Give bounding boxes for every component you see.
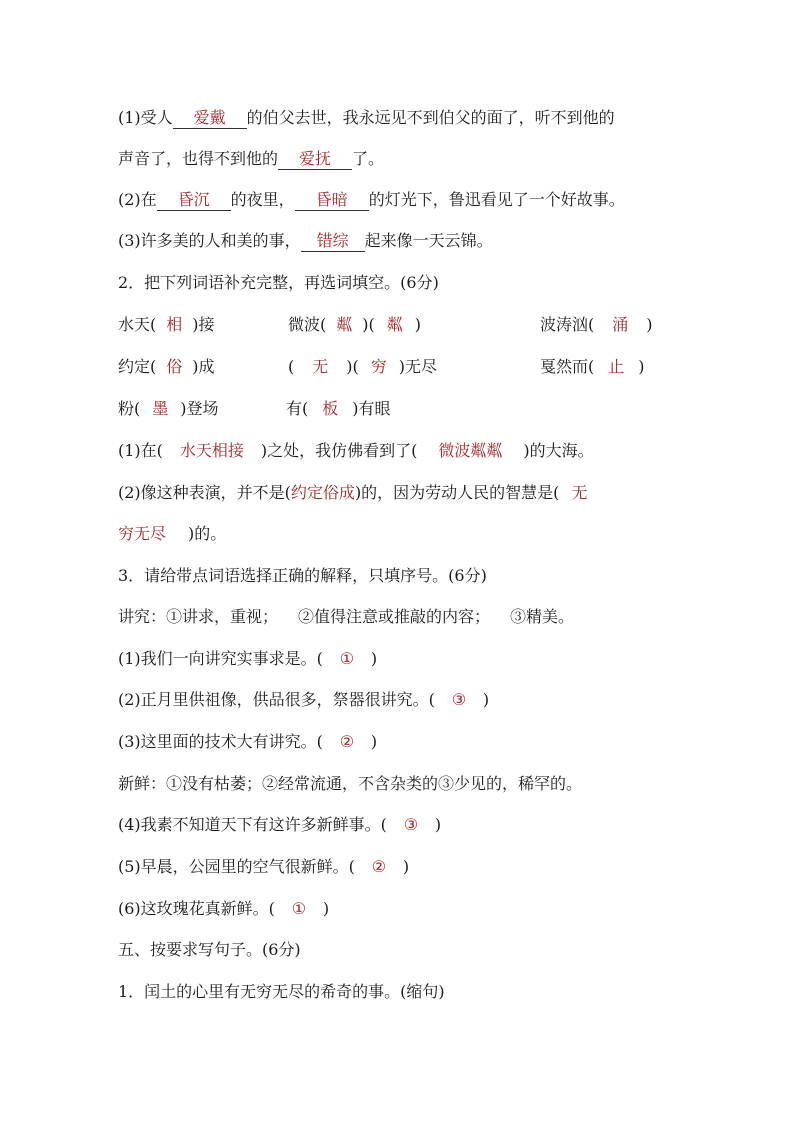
answer-blank: 昏暗 — [295, 190, 369, 211]
answer-blank: 爱戴 — [173, 108, 247, 129]
text: (3)这里面的技术大有讲究。( — [118, 732, 323, 751]
fill-answer: 无 — [571, 483, 588, 502]
s2-row-1 — [118, 314, 653, 336]
fill-answer: 穷无尽 — [118, 524, 167, 543]
text: )登场 — [180, 399, 219, 418]
s2-row-3 — [118, 398, 391, 420]
text: ) — [638, 357, 645, 376]
text: 的伯父去世，我永远见不到伯父的面了，听不到他的 — [246, 108, 615, 127]
fill-answer: ② — [339, 732, 355, 751]
text: (2)像这种表演，并不是( — [118, 483, 291, 502]
s1-line-2 — [118, 148, 384, 170]
fill-answer: 无 — [312, 357, 329, 376]
text: ) — [646, 315, 653, 334]
text: )( — [362, 315, 375, 334]
text: (2)在 — [118, 190, 157, 209]
s3-question-1 — [118, 648, 377, 670]
s3-definition-2: 新鲜：①没有枯萎；②经常流通，不含杂类的③少见的，稀罕的。 — [118, 774, 583, 793]
fill-answer: 墨 — [152, 399, 169, 418]
text: (5)早晨，公园里的空气很新鲜。( — [118, 857, 355, 876]
text: 约定( — [118, 357, 157, 376]
fill-answer: ① — [339, 649, 355, 668]
text: 粉( — [118, 399, 141, 418]
answer-blank: 爱抚 — [278, 149, 352, 170]
text: (6)这玫瑰花真新鲜。( — [118, 899, 275, 918]
fill-answer: 粼 — [386, 315, 403, 334]
text: ) — [402, 857, 410, 876]
text: 了。 — [352, 149, 385, 168]
s3-question-6 — [118, 898, 329, 920]
s2-row-2 — [118, 356, 645, 378]
fill-answer: ② — [371, 857, 387, 876]
fill-answer: 涌 — [612, 315, 629, 334]
text: 的灯光下，鲁迅看见了一个好故事。 — [368, 190, 625, 209]
text: )的，因为劳动人民的智慧是( — [354, 483, 560, 502]
text: )成 — [192, 357, 215, 376]
text: )有眼 — [352, 399, 391, 418]
text: (1)我们一向讲究实事求是。( — [118, 649, 323, 668]
s3-question-5 — [118, 856, 409, 878]
fill-answer: 穷 — [370, 357, 387, 376]
text: ) — [482, 690, 490, 709]
s2-question-2-cont — [118, 523, 226, 545]
fill-answer: ① — [291, 899, 307, 918]
text: ( — [288, 357, 295, 376]
text: 的夜里， — [230, 190, 295, 209]
text: )无尽 — [398, 357, 437, 376]
text: 起来像一天云锦。 — [364, 231, 493, 250]
text: ) — [414, 315, 421, 334]
fill-answer: 约定俗成 — [290, 483, 355, 502]
fill-answer: 相 — [166, 315, 183, 334]
fill-answer: 板 — [322, 399, 339, 418]
text: ) — [322, 899, 330, 918]
text: ②值得注意或推敲的内容； — [298, 607, 491, 626]
text: 波涛汹( — [540, 315, 595, 334]
text: (1)受人 — [118, 108, 173, 127]
text: ) — [370, 649, 378, 668]
text: ③精美。 — [510, 607, 575, 626]
text: )( — [346, 357, 359, 376]
fill-answer: 止 — [608, 357, 625, 376]
s3-definition-1 — [118, 606, 574, 628]
text: ) — [434, 815, 442, 834]
text: (3)许多美的人和美的事， — [118, 231, 301, 250]
fill-answer: 微波粼粼 — [438, 441, 503, 460]
s2-title: 2．把下列词语补充完整，再选词填空。(6分) — [118, 273, 439, 292]
s1-line-4 — [118, 230, 493, 252]
text: 有( — [286, 399, 309, 418]
text: 微波( — [288, 315, 327, 334]
s3-question-2 — [118, 689, 489, 711]
s5-question-1: 1．闰土的心里有无穷无尽的希奇的事。(缩句) — [118, 982, 445, 1001]
s3-question-4 — [118, 814, 441, 836]
fill-answer: 俗 — [166, 357, 183, 376]
s2-question-2 — [118, 482, 587, 504]
s2-question-1 — [118, 440, 594, 462]
text: )的大海。 — [523, 441, 594, 460]
s1-line-3 — [118, 189, 625, 211]
text: (1)在( — [118, 441, 163, 460]
text: )之处，我仿佛看到了( — [260, 441, 418, 460]
text: )接 — [192, 315, 215, 334]
answer-blank: 错综 — [301, 231, 365, 252]
fill-answer: ③ — [451, 690, 467, 709]
text: )的。 — [188, 524, 227, 543]
text: 戛然而( — [540, 357, 595, 376]
fill-answer: 水天相接 — [179, 441, 244, 460]
answer-blank: 昏沉 — [157, 190, 231, 211]
s3-title: 3．请给带点词语选择正确的解释，只填序号。(6分) — [118, 566, 487, 585]
s5-title: 五、按要求写句子。(6分) — [118, 940, 301, 959]
fill-answer: ③ — [403, 815, 419, 834]
s1-line-1 — [118, 107, 615, 129]
text: (4)我素不知道天下有这许多新鲜事。( — [118, 815, 387, 834]
text: 讲究：①讲求，重视； — [118, 607, 279, 626]
text: ) — [370, 732, 378, 751]
text: (2)正月里供祖像，供品很多，祭器很讲究。( — [118, 690, 435, 709]
text: 声音了，也得不到他的 — [118, 149, 279, 168]
text: 水天( — [118, 315, 157, 334]
fill-answer: 粼 — [336, 315, 353, 334]
s3-question-3 — [118, 731, 377, 753]
